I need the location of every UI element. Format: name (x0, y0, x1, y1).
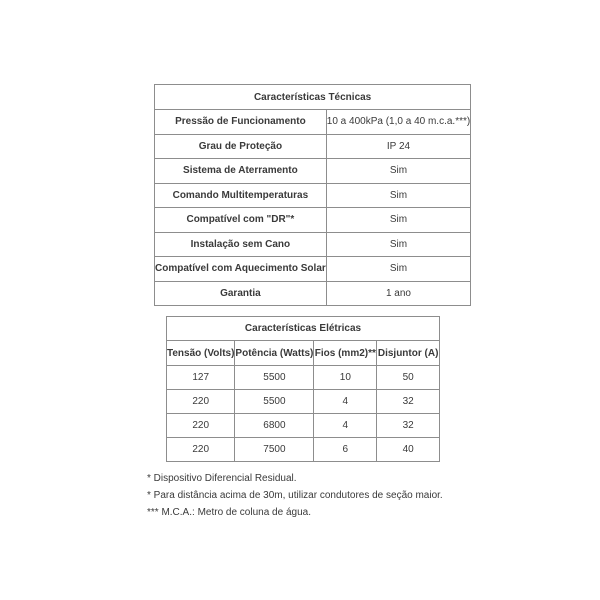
row-label: Instalação sem Cano (155, 232, 327, 257)
row-label: Grau de Proteção (155, 134, 327, 159)
table-header-row (167, 341, 440, 366)
table-title: Características Elétricas (167, 317, 440, 341)
row-value: Sim (326, 257, 470, 282)
table-cell: 40 (377, 438, 440, 462)
column-header: Tensão (Volts) (167, 341, 235, 366)
table-cell: 127 (167, 366, 235, 390)
table-cell: 220 (167, 390, 235, 414)
footnote: * Dispositivo Diferencial Residual. (147, 473, 297, 484)
table-title-row (167, 317, 440, 341)
table-row (167, 390, 440, 414)
footnote: *** M.C.A.: Metro de coluna de água. (147, 507, 311, 518)
table-row (167, 414, 440, 438)
table-row (155, 281, 471, 306)
table-row (155, 134, 471, 159)
table-title: Características Técnicas (155, 85, 471, 110)
table-cell: 32 (377, 414, 440, 438)
table-row (155, 208, 471, 233)
row-label: Comando Multitemperaturas (155, 183, 327, 208)
column-header: Disjuntor (A) (377, 341, 440, 366)
row-value: 1 ano (326, 281, 470, 306)
row-value: Sim (326, 159, 470, 184)
table-cell: 50 (377, 366, 440, 390)
table-row (155, 159, 471, 184)
column-header: Fios (mm2)** (314, 341, 377, 366)
table-row (155, 232, 471, 257)
technical-characteristics-table (154, 84, 471, 306)
row-value: IP 24 (326, 134, 470, 159)
row-value: Sim (326, 232, 470, 257)
row-label: Garantia (155, 281, 327, 306)
table-title-row (155, 85, 471, 110)
table-cell: 4 (314, 390, 377, 414)
row-label: Compatível com "DR"* (155, 208, 327, 233)
table-row (155, 110, 471, 135)
table-row (155, 183, 471, 208)
table-row (167, 366, 440, 390)
table-cell: 32 (377, 390, 440, 414)
table-cell: 4 (314, 414, 377, 438)
table-cell: 220 (167, 438, 235, 462)
table-row (155, 257, 471, 282)
table-cell: 220 (167, 414, 235, 438)
row-label: Pressão de Funcionamento (155, 110, 327, 135)
table-cell: 6 (314, 438, 377, 462)
table-cell: 5500 (235, 366, 314, 390)
row-value: 10 a 400kPa (1,0 a 40 m.c.a.***) (326, 110, 470, 135)
table-cell: 6800 (235, 414, 314, 438)
table-cell: 10 (314, 366, 377, 390)
table-cell: 5500 (235, 390, 314, 414)
electrical-characteristics-table (166, 316, 440, 462)
row-label: Sistema de Aterramento (155, 159, 327, 184)
column-header: Potência (Watts) (235, 341, 314, 366)
row-value: Sim (326, 208, 470, 233)
footnote: * Para distância acima de 30m, utilizar condutores de seção maior. (147, 490, 443, 501)
table-cell: 7500 (235, 438, 314, 462)
row-label: Compatível com Aquecimento Solar (155, 257, 327, 282)
table-row (167, 438, 440, 462)
footnotes (147, 470, 443, 521)
row-value: Sim (326, 183, 470, 208)
